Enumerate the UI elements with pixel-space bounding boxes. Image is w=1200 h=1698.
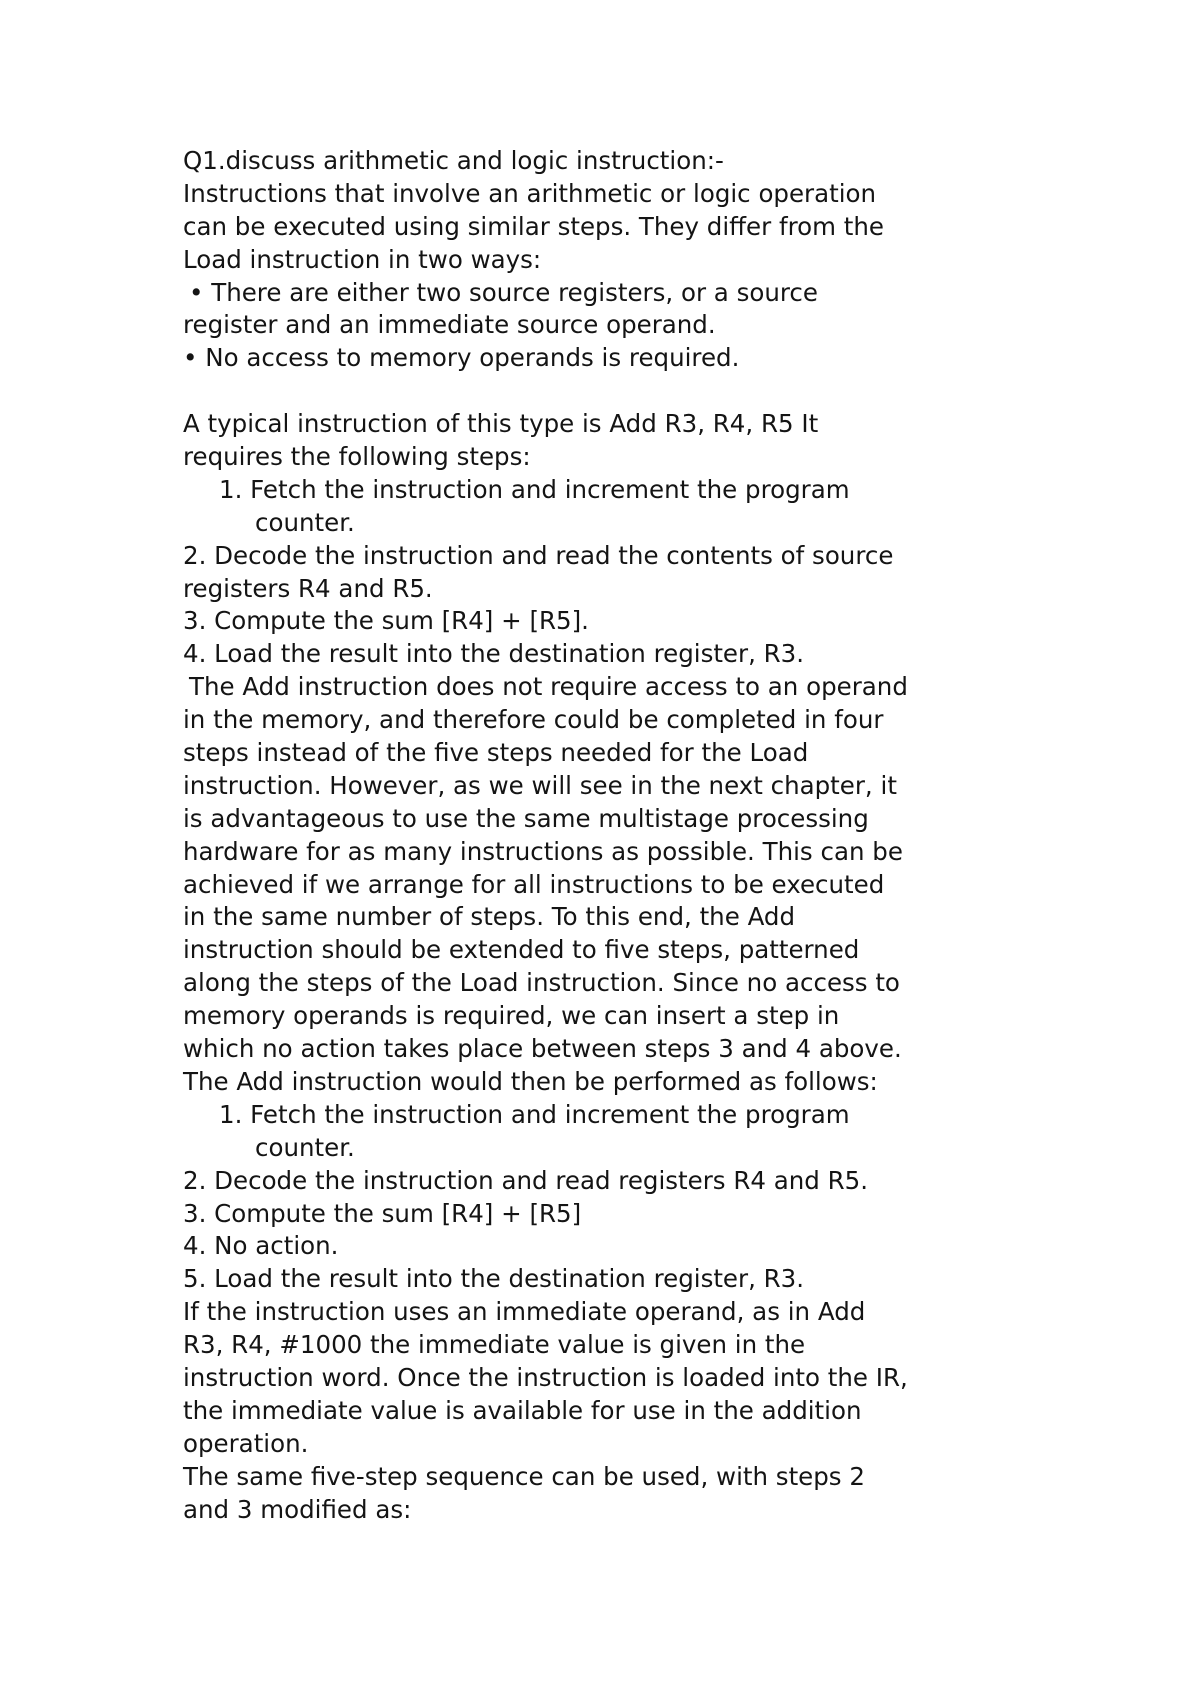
discussion-line: memory operands is required, we can insert a step in: [183, 1001, 840, 1031]
discussion-line: is advantageous to use the same multistage processing: [183, 803, 869, 833]
immediate-line: operation.: [183, 1428, 309, 1458]
step-list-item-continuation: counter.: [255, 1132, 355, 1162]
step-item: 4. No action.: [183, 1231, 339, 1261]
typical-line: A typical instruction of this type is Add R3, R4, R5 It: [183, 409, 819, 439]
bullet-item: • There are either two source registers, or a source: [189, 277, 818, 307]
discussion-line: in the same number of steps. To this end, the Add: [183, 902, 795, 932]
immediate-line: R3, R4, #1000 the immediate value is given in the: [183, 1330, 806, 1360]
step-item: 3. Compute the sum [R4] + [R5].: [183, 606, 589, 636]
step-list-item-continuation: counter.: [255, 507, 355, 537]
bullet-item: • No access to memory operands is required.: [183, 343, 740, 373]
intro-line: can be executed using similar steps. They differ from the: [183, 211, 884, 241]
discussion-line: The Add instruction does not require access to an operand: [189, 672, 908, 702]
step-item: 2. Decode the instruction and read the contents of source: [183, 540, 894, 570]
discussion-line: instruction. However, as we will see in the next chapter, it: [183, 770, 897, 800]
immediate-line: the immediate value is available for use in the addition: [183, 1395, 862, 1425]
intro-line: Instructions that involve an arithmetic or logic operation: [183, 178, 877, 208]
discussion-line: hardware for as many instructions as possible. This can be: [183, 836, 903, 866]
discussion-line: in the memory, and therefore could be completed in four: [183, 705, 884, 735]
paragraph-gap: [183, 375, 1063, 408]
step-item: 2. Decode the instruction and read registers R4 and R5.: [183, 1165, 869, 1195]
step-item: 4. Load the result into the destination register, R3.: [183, 639, 805, 669]
step-item: 5. Load the result into the destination register, R3.: [183, 1264, 805, 1294]
immediate-line: The same five-step sequence can be used, with steps 2: [183, 1461, 865, 1491]
step-list-item: 1. Fetch the instruction and increment the program: [219, 1099, 850, 1129]
step-item: 3. Compute the sum [R4] + [R5]: [183, 1198, 582, 1228]
step-list-item: 1. Fetch the instruction and increment the program: [219, 474, 850, 504]
discussion-line: instruction should be extended to five steps, patterned: [183, 935, 860, 965]
discussion-line: which no action takes place between steps 3 and 4 above.: [183, 1034, 902, 1064]
immediate-line: instruction word. Once the instruction is loaded into the IR,: [183, 1362, 908, 1392]
step-item-continuation: registers R4 and R5.: [183, 573, 433, 603]
immediate-line: If the instruction uses an immediate operand, as in Add: [183, 1297, 866, 1327]
immediate-line: and 3 modified as:: [183, 1494, 412, 1524]
discussion-line: The Add instruction would then be performed as follows:: [183, 1066, 878, 1096]
intro-line: Load instruction in two ways:: [183, 244, 542, 274]
question-heading: Q1.discuss arithmetic and logic instruction:-: [183, 146, 724, 175]
discussion-line: steps instead of the five steps needed for the Load: [183, 738, 809, 768]
bullet-item-continuation: register and an immediate source operand.: [183, 310, 716, 340]
discussion-line: achieved if we arrange for all instructions to be executed: [183, 869, 885, 899]
document-page: [183, 145, 1063, 1526]
typical-line: requires the following steps:: [183, 442, 531, 472]
discussion-line: along the steps of the Load instruction. Since no access to: [183, 968, 900, 998]
